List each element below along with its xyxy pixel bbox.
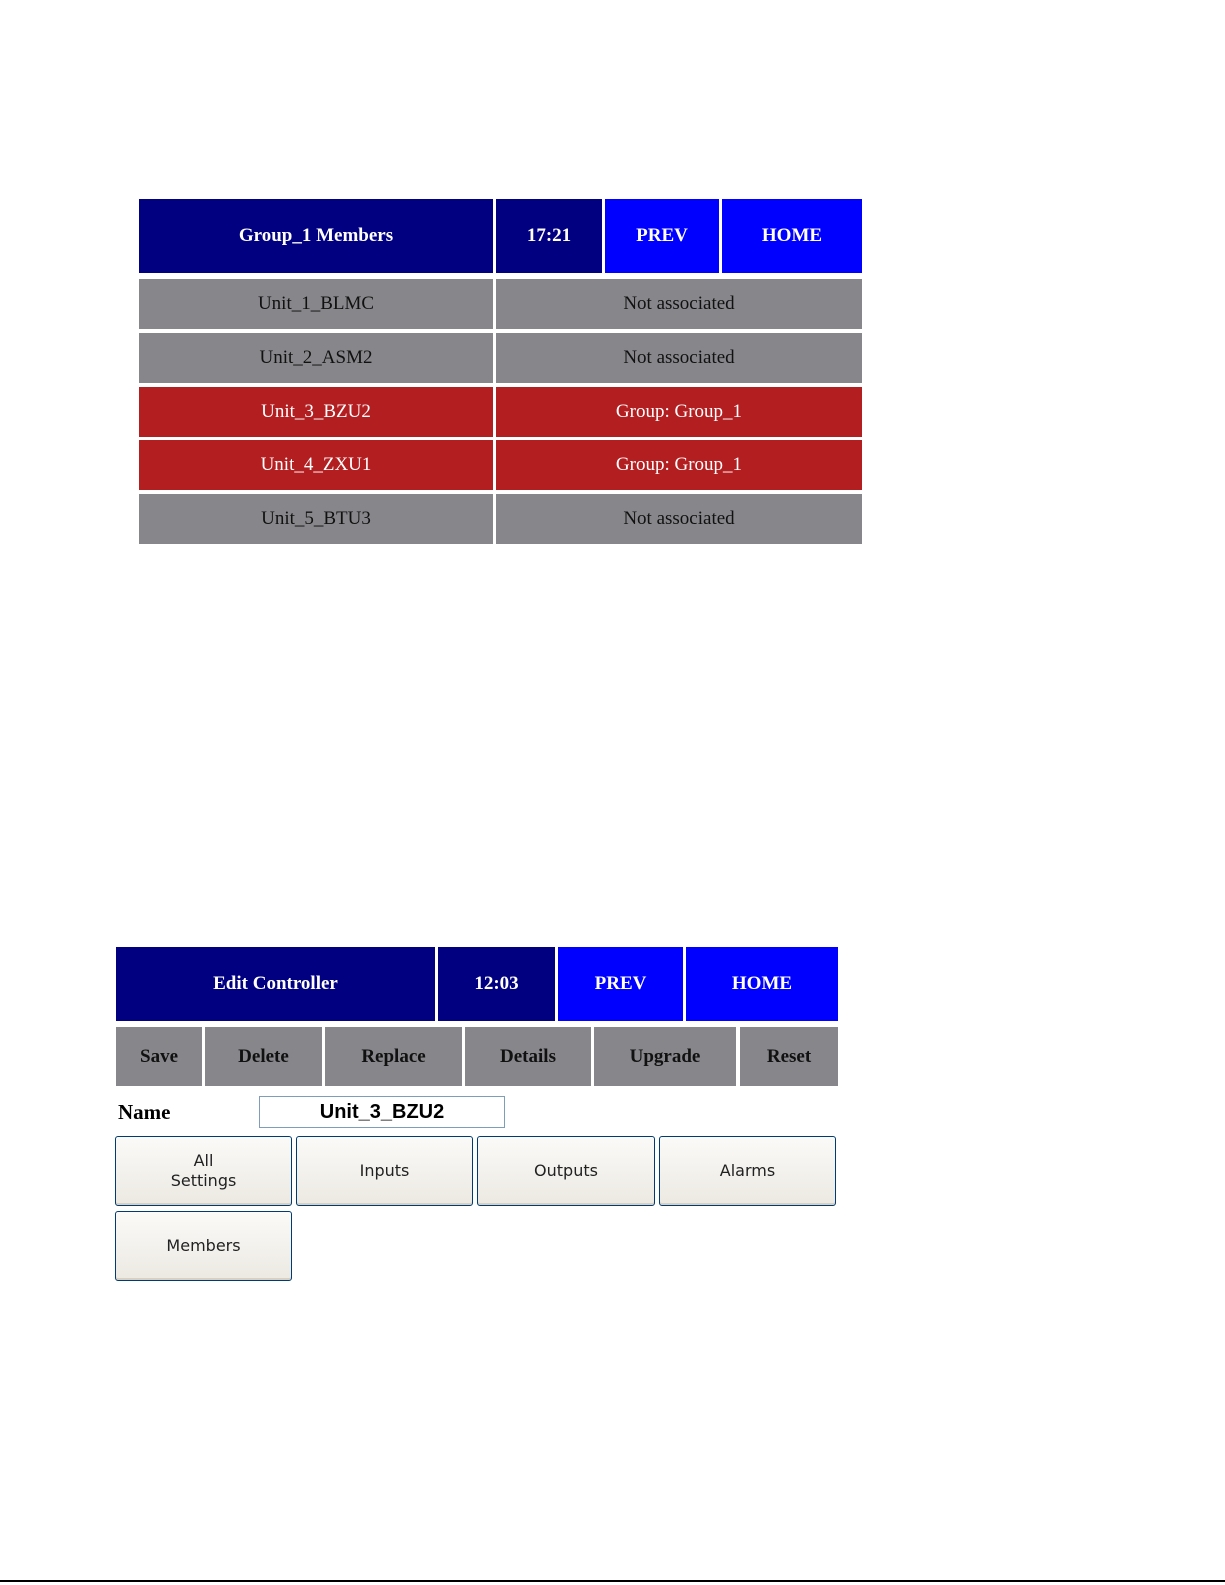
- prev-button[interactable]: PREV: [605, 199, 719, 273]
- delete-button[interactable]: Delete: [205, 1027, 322, 1086]
- prev-button[interactable]: PREV: [558, 947, 683, 1021]
- page-bottom-rule: [0, 1580, 1225, 1582]
- association-status-cell[interactable]: Group: Group_1: [496, 440, 862, 490]
- reset-button[interactable]: Reset: [740, 1027, 838, 1086]
- association-status-cell[interactable]: Not associated: [496, 279, 862, 329]
- replace-button[interactable]: Replace: [325, 1027, 462, 1086]
- association-status-cell[interactable]: Not associated: [496, 333, 862, 383]
- all-settings-button[interactable]: All Settings: [115, 1136, 292, 1206]
- save-button[interactable]: Save: [116, 1027, 202, 1086]
- name-field[interactable]: [259, 1096, 505, 1128]
- page-title: Group_1 Members: [139, 199, 493, 273]
- unit-name-cell[interactable]: Unit_4_ZXU1: [139, 440, 493, 490]
- clock-display: 17:21: [496, 199, 602, 273]
- association-status-cell[interactable]: Group: Group_1: [496, 387, 862, 437]
- members-button[interactable]: Members: [115, 1211, 292, 1281]
- upgrade-button[interactable]: Upgrade: [594, 1027, 736, 1086]
- unit-name-cell[interactable]: Unit_5_BTU3: [139, 494, 493, 544]
- association-status-cell[interactable]: Not associated: [496, 494, 862, 544]
- unit-name-cell[interactable]: Unit_1_BLMC: [139, 279, 493, 329]
- unit-name-cell[interactable]: Unit_3_BZU2: [139, 387, 493, 437]
- home-button[interactable]: HOME: [722, 199, 862, 273]
- alarms-button[interactable]: Alarms: [659, 1136, 836, 1206]
- clock-display: 12:03: [438, 947, 555, 1021]
- name-label: Name: [118, 1099, 171, 1124]
- inputs-button[interactable]: Inputs: [296, 1136, 473, 1206]
- home-button[interactable]: HOME: [686, 947, 838, 1021]
- details-button[interactable]: Details: [465, 1027, 591, 1086]
- outputs-button[interactable]: Outputs: [477, 1136, 655, 1206]
- unit-name-cell[interactable]: Unit_2_ASM2: [139, 333, 493, 383]
- page-title: Edit Controller: [116, 947, 435, 1021]
